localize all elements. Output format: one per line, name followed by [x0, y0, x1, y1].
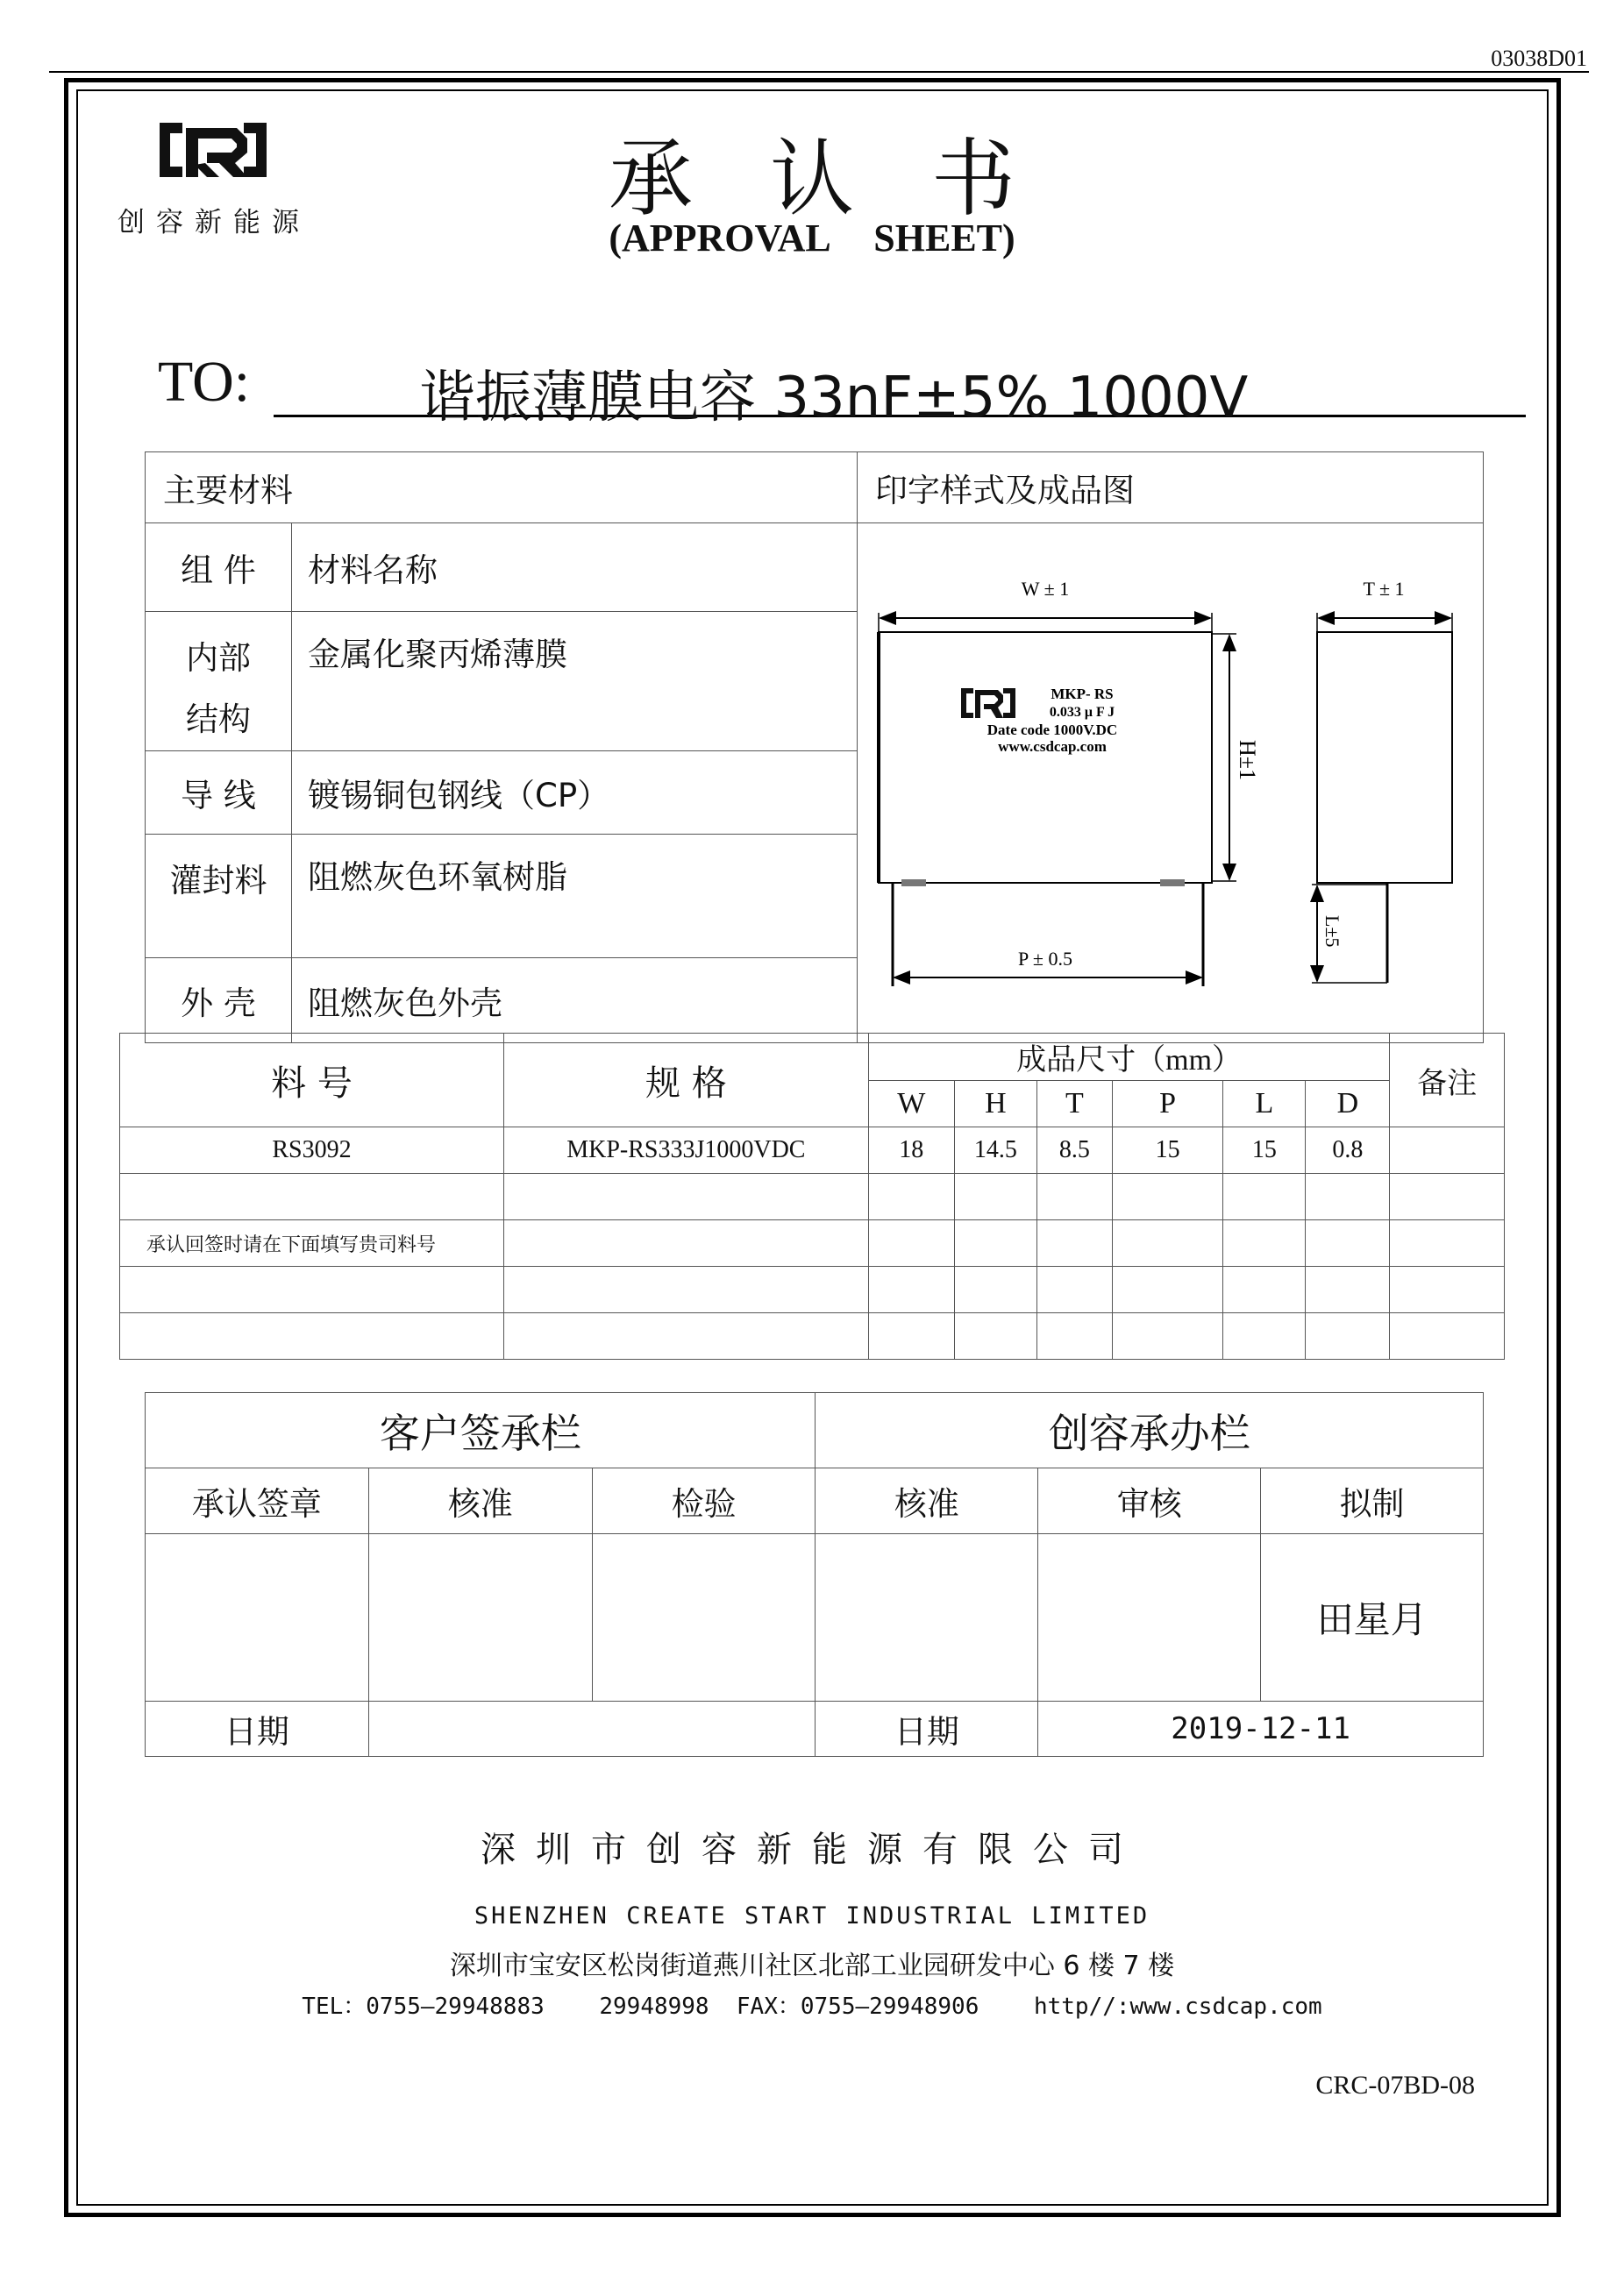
customer-date-label: 日期	[146, 1702, 369, 1757]
dim-header: D	[1306, 1080, 1390, 1127]
col-customer-approve: 核准	[368, 1468, 592, 1534]
marking-line-3: Date code 1000V.DC	[987, 721, 1118, 738]
dim-value: 8.5	[1036, 1127, 1112, 1174]
document-title-english: (APPROVAL SHEET)	[609, 217, 1015, 259]
dim-header: L	[1223, 1080, 1306, 1127]
pitch-label: P ± 0.5	[1018, 948, 1072, 970]
table-row	[120, 1267, 1505, 1313]
drawing-header: 印字样式及成品图	[858, 452, 1484, 523]
dim-header: T	[1036, 1080, 1112, 1127]
marking-line-4: www.csdcap.com	[998, 738, 1107, 755]
col-part-number: 料 号	[120, 1034, 504, 1127]
customer-note: 承认回签时请在下面填写贵司料号	[120, 1220, 504, 1267]
signature-box[interactable]	[146, 1534, 369, 1702]
col-dimensions: 成品尺寸（mm）	[868, 1034, 1390, 1081]
drawing-cell	[858, 523, 1484, 1043]
remark-value	[1390, 1127, 1505, 1174]
company-date-label: 日期	[816, 1702, 1038, 1757]
material-component: 灌封料	[146, 835, 292, 958]
col-company-draft: 拟制	[1261, 1468, 1484, 1534]
dim-value: 15	[1223, 1127, 1306, 1174]
col-specification: 规 格	[503, 1034, 868, 1127]
top-rule	[49, 71, 1589, 73]
customer-signoff-title: 客户签承栏	[146, 1393, 816, 1468]
material-name: 金属化聚丙烯薄膜	[292, 612, 858, 751]
material-name: 阻燃灰色环氧树脂	[292, 835, 858, 958]
drafter-name: 田星月	[1261, 1534, 1484, 1702]
logo-subtitle: 创容新能源	[118, 207, 310, 238]
dim-header: W	[868, 1080, 954, 1127]
dim-value: 15	[1112, 1127, 1222, 1174]
marking-line-2: 0.033 μ F J	[1049, 705, 1115, 720]
customer-date-field[interactable]	[368, 1702, 816, 1757]
material-name: 材料名称	[292, 523, 858, 612]
capacitor-side-body	[1317, 632, 1452, 883]
signature-box[interactable]	[1038, 1534, 1261, 1702]
company-name-cn: 深圳市创容新能源有限公司	[481, 1830, 1143, 1870]
spec-table	[119, 1033, 1505, 1360]
signature-box[interactable]	[368, 1534, 592, 1702]
thickness-label: T ± 1	[1363, 578, 1405, 600]
company-contact: TEL：0755—29948883 29948998 FAX：0755—29948906 http//:www.csdcap.com	[302, 1994, 1322, 2020]
table-row	[120, 1313, 1505, 1360]
to-label: TO:	[158, 350, 251, 414]
col-customer-inspect: 检验	[592, 1468, 816, 1534]
signature-box[interactable]	[592, 1534, 816, 1702]
marking-line-1: MKP- RS	[1051, 686, 1114, 702]
material-component: 组 件	[146, 523, 292, 612]
spec-value: MKP-RS333J1000VDC	[503, 1127, 868, 1174]
to-value: 谐振薄膜电容 33nF±5% 1000V	[419, 366, 1249, 430]
table-row	[120, 1127, 1505, 1174]
signature-box[interactable]	[816, 1534, 1038, 1702]
material-component: 外 壳	[146, 958, 292, 1043]
col-approval-stamp: 承认签章	[146, 1468, 369, 1534]
company-address: 深圳市宝安区松岗街道燕川社区北部工业园研发中心 6 楼 7 楼	[449, 1951, 1175, 1981]
dim-value: 0.8	[1306, 1127, 1390, 1174]
part-number: RS3092	[120, 1127, 504, 1174]
dim-value: 18	[868, 1127, 954, 1174]
col-company-approve: 核准	[816, 1468, 1038, 1534]
dim-header: H	[954, 1080, 1036, 1127]
lead-length-label: L±5	[1321, 915, 1343, 948]
dim-value: 14.5	[954, 1127, 1036, 1174]
materials-header: 主要材料	[146, 452, 858, 523]
dim-header: P	[1112, 1080, 1222, 1127]
material-name: 镀锡铜包钢线（CP）	[292, 751, 858, 835]
document-code: 03038D01	[1491, 46, 1587, 71]
materials-table	[145, 451, 1484, 1043]
col-company-review: 审核	[1038, 1468, 1261, 1534]
material-component: 导 线	[146, 751, 292, 835]
table-row	[120, 1174, 1505, 1220]
height-label: H±1	[1235, 740, 1260, 781]
document-title: 承认书	[609, 130, 1093, 228]
col-remarks: 备注	[1390, 1034, 1505, 1127]
form-code: CRC-07BD-08	[1315, 2071, 1475, 2100]
capacitor-front-body	[879, 632, 1212, 883]
material-component: 内部 结构	[146, 612, 292, 751]
signoff-table	[145, 1392, 1484, 1757]
material-name: 阻燃灰色外壳	[292, 958, 858, 1043]
capacitor-drawing	[858, 543, 1483, 1023]
company-name-en: SHENZHEN CREATE START INDUSTRIAL LIMITED	[474, 1902, 1150, 1930]
width-label: W ± 1	[1021, 578, 1070, 600]
company-signoff-title: 创容承办栏	[816, 1393, 1484, 1468]
company-date: 2019-12-11	[1038, 1702, 1484, 1757]
table-row	[120, 1220, 1505, 1267]
